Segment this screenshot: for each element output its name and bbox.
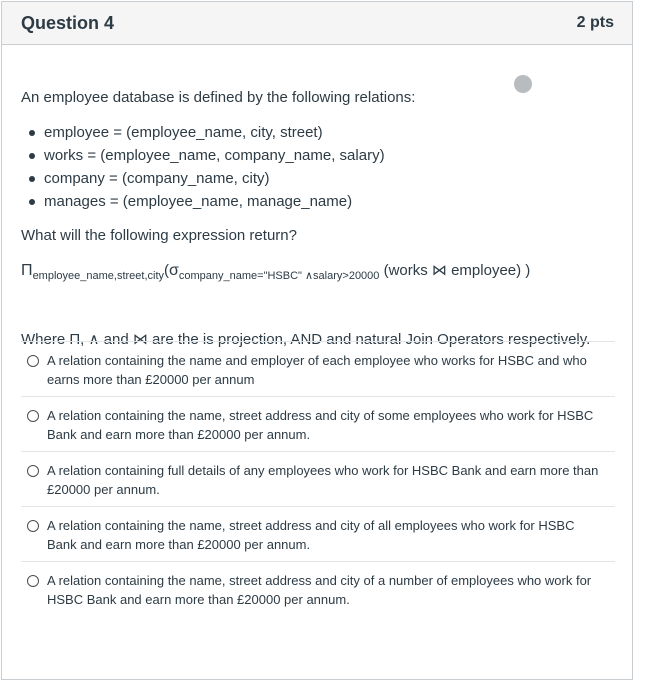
- question-intro: An employee database is defined by the following relations:: [21, 89, 416, 106]
- answer-option[interactable]: [21, 396, 615, 451]
- relational-expression: [21, 261, 530, 282]
- question-points: 2 pts: [576, 14, 614, 31]
- answer-label: A relation containing the name, street address and city of all employees who work for HSBC Bank and earn more than £20000 per annum.: [47, 518, 575, 552]
- question-header: [2, 2, 632, 45]
- operators-note: Where Π, ∧ and ⋈ are the is projection, AND and natural Join Operators respectively.: [21, 331, 591, 348]
- relations-list: [21, 121, 385, 213]
- answer-option[interactable]: [21, 341, 615, 396]
- expression-open-paren: (: [164, 262, 170, 279]
- question-card: [1, 1, 633, 680]
- selection-subscript: company_name="HSBC" ∧salary>20000: [178, 270, 380, 282]
- list-item: manages = (employee_name, manage_name): [21, 190, 385, 213]
- expression-body: (works ⋈ employee) ): [379, 262, 531, 279]
- answer-label: A relation containing the name, street address and city of some employees who work for HSBC Bank and earn more than £20000 per annum.: [47, 408, 594, 442]
- answer-label: A relation containing the name and employer of each employee who works for HSBC and who earns more than £20000 per annum: [47, 353, 587, 387]
- question-ask: What will the following expression return?: [21, 227, 297, 244]
- radio-button[interactable]: [27, 575, 39, 587]
- list-item: works = (employee_name, company_name, salary): [21, 144, 385, 167]
- radio-button[interactable]: [27, 465, 39, 477]
- radio-button[interactable]: [27, 520, 39, 532]
- projection-symbol: Π: [21, 262, 33, 279]
- radio-button[interactable]: [27, 355, 39, 367]
- answer-options: [21, 341, 615, 616]
- answer-label: A relation containing the name, street address and city of a number of employees who work for HSBC Bank and earn more than £20000 per annum.: [47, 573, 592, 607]
- answer-label: A relation containing full details of any employees who work for HSBC Bank and earn more than £20000 per annum.: [47, 463, 599, 497]
- question-title: Question 4: [21, 12, 115, 33]
- list-item: employee = (employee_name, city, street): [21, 121, 385, 144]
- radio-button[interactable]: [27, 410, 39, 422]
- selection-symbol: σ: [169, 262, 179, 279]
- list-item: company = (company_name, city): [21, 167, 385, 190]
- answer-option[interactable]: [21, 561, 615, 616]
- answer-option[interactable]: [21, 451, 615, 506]
- projection-subscript: employee_name,street,city: [32, 270, 165, 282]
- status-dot-icon: [514, 75, 532, 93]
- answer-option[interactable]: [21, 506, 615, 561]
